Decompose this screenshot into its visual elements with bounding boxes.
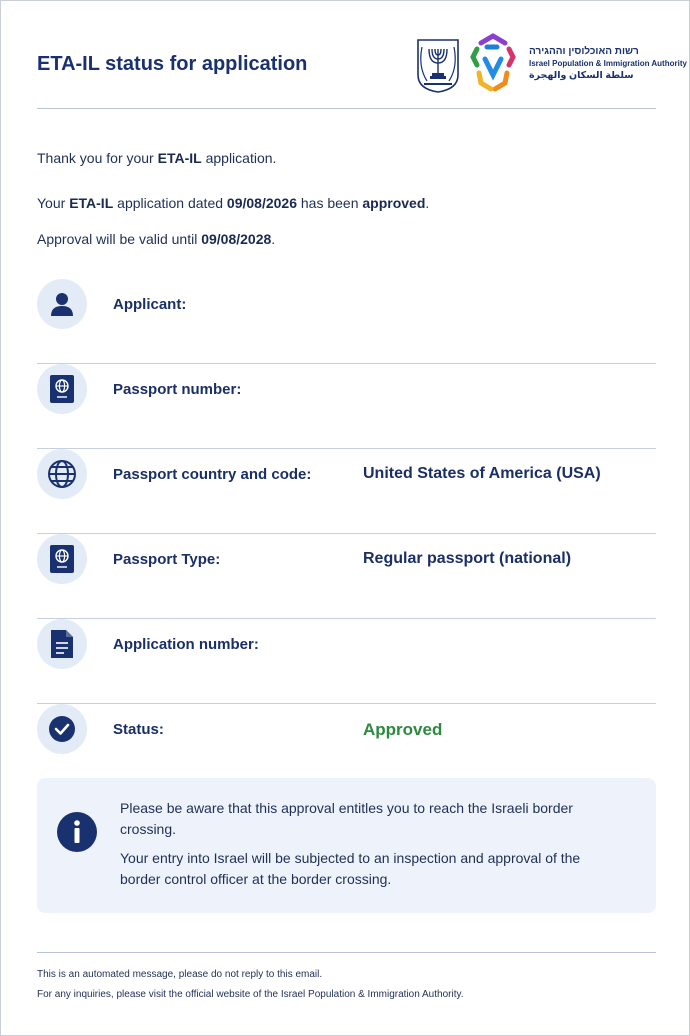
approval-eta: ETA-IL: [69, 195, 114, 211]
approval-status: approved: [362, 195, 426, 211]
header-divider: [37, 108, 656, 109]
state-emblem-icon: [415, 37, 461, 93]
detail-row-status: [37, 704, 656, 764]
person-icon: [37, 279, 87, 329]
intro-thanks: [37, 150, 276, 166]
applicant-label: Applicant:: [113, 296, 187, 313]
header: [1, 1, 690, 109]
application-number-label: Application number:: [113, 636, 259, 653]
document-icon: [37, 619, 87, 669]
country-label: Passport country and code:: [113, 466, 312, 483]
checkmark-icon: [37, 704, 87, 754]
approval-text-4: .: [425, 195, 430, 211]
authority-name-english: Israel Population & Immigration Authority: [529, 59, 687, 68]
authority-name: [529, 46, 687, 82]
detail-row-passport-type: [37, 534, 656, 619]
passport-type-value: Regular passport (national): [363, 550, 572, 567]
notice-box: [37, 778, 656, 913]
footer-automated-note: This is an automated message, please do not reply to this email.: [37, 969, 323, 980]
passport-icon: [37, 364, 87, 414]
intro-thanks-eta: ETA-IL: [157, 150, 202, 166]
detail-row-country: [37, 449, 656, 534]
status-label: Status:: [113, 721, 164, 738]
passport-number-label: Passport number:: [113, 381, 242, 398]
detail-row-applicant: [37, 279, 656, 364]
authority-name-hebrew: רשות האוכלוסין וההגירה: [529, 46, 639, 57]
intro-thanks-text: Thank you for your: [37, 150, 158, 166]
application-date: 09/08/2026: [226, 195, 297, 211]
validity-tail: .: [271, 231, 276, 247]
status-value: Approved: [363, 720, 443, 739]
approval-text-3: has been: [296, 195, 363, 211]
passport-icon: [37, 534, 87, 584]
validity-date: 09/08/2028: [201, 231, 272, 247]
approval-text-1: Your: [37, 195, 70, 211]
approval-text-2: application dated: [113, 195, 227, 211]
globe-icon: [37, 449, 87, 499]
passport-type-label: Passport Type:: [113, 551, 221, 568]
page-title: ETA-IL status for application: [37, 53, 308, 75]
intro-thanks-tail: application.: [201, 150, 277, 166]
authority-name-arabic: سلطة السكان والهجرة: [529, 70, 634, 81]
validity-text: Approval will be valid until: [37, 231, 202, 247]
notice-paragraph-1: Please be aware that this approval entitles you to reach the Israeli border crossing.: [120, 800, 573, 837]
country-value: United States of America (USA): [363, 465, 601, 482]
footer-inquiries-note: For any inquiries, please visit the official website of the Israel Population & Immigration Authority.: [37, 989, 464, 1000]
detail-row-application-number: [37, 619, 656, 704]
authority-logo-icon: [467, 33, 519, 93]
footer-divider: [37, 952, 656, 953]
intro-validity: [37, 231, 275, 247]
info-icon: [57, 812, 97, 852]
notice-paragraph-2: Your entry into Israel will be subjected to an inspection and approval of the border control officer at the border crossing.: [120, 850, 581, 887]
detail-row-passport-number: [37, 364, 656, 449]
intro-approval: [37, 195, 429, 211]
